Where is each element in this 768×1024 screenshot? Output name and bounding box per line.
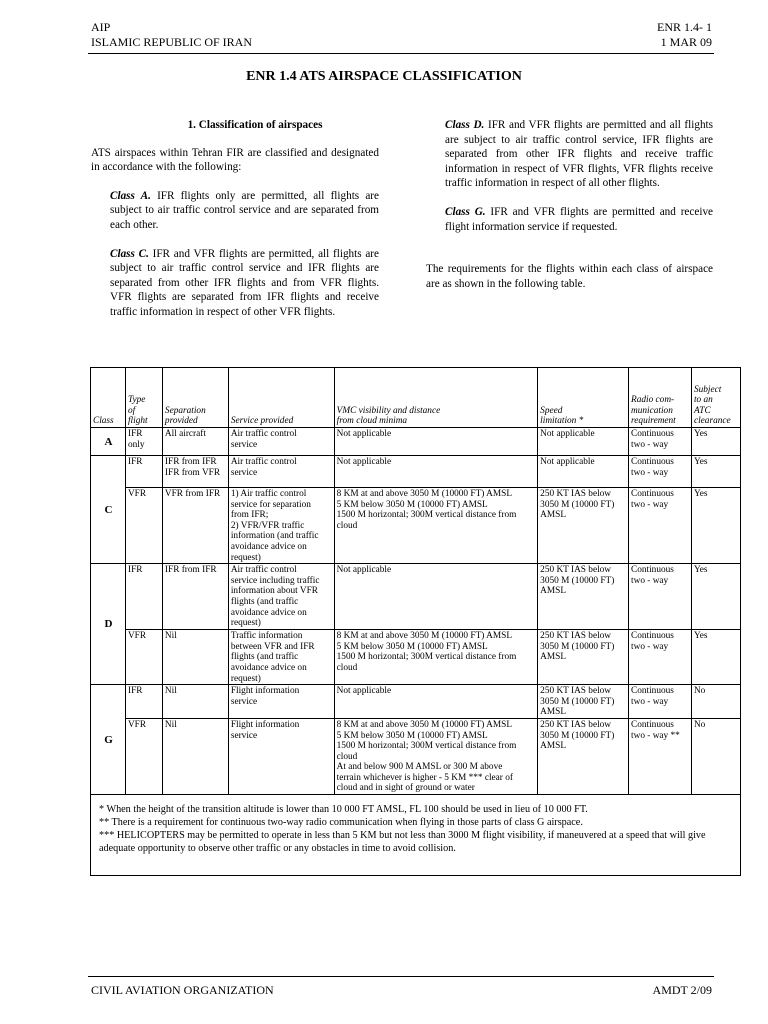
- speed-cell: 250 KT IAS below 3050 M (10000 FT) AMSL: [538, 488, 629, 564]
- class-c-paragraph: [91, 247, 379, 320]
- header-class: Class: [91, 368, 126, 428]
- header-speed: Speed limitation *: [538, 368, 629, 428]
- header-type-of-flight: Type of flight: [125, 368, 162, 428]
- speed-cell: Not applicable: [538, 428, 629, 456]
- section-heading: 1. Classification of airspaces: [187, 119, 323, 131]
- type-cell: VFR: [125, 488, 162, 564]
- separation-cell: Nil: [162, 685, 228, 719]
- class-a-text: IFR flights only are permitted, all flights are subject to air traffic control service and are separated from each other.: [110, 189, 379, 231]
- atc-cell: Yes: [691, 488, 740, 564]
- atc-cell: Yes: [691, 456, 740, 488]
- class-cell: G: [91, 685, 126, 795]
- header-radio: Radio com- munication requirement: [629, 368, 692, 428]
- table-row: [91, 564, 741, 630]
- radio-cell: Continuous two - way: [629, 564, 692, 630]
- class-a-label: Class A.: [110, 189, 151, 202]
- atc-cell: No: [691, 685, 740, 719]
- class-c-label: Class C.: [110, 247, 149, 260]
- table-row: [91, 630, 741, 685]
- radio-cell: Continuous two - way: [629, 630, 692, 685]
- page-header-right: [657, 20, 712, 50]
- header-service: Service provided: [228, 368, 334, 428]
- speed-cell: 250 KT IAS below 3050 M (10000 FT) AMSL: [538, 564, 629, 630]
- speed-cell: 250 KT IAS below 3050 M (10000 FT) AMSL: [538, 685, 629, 719]
- radio-cell: Continuous two - way **: [629, 718, 692, 794]
- separation-cell: Nil: [162, 718, 228, 794]
- atc-cell: Yes: [691, 564, 740, 630]
- note-transition-altitude: * When the height of the transition altitude is lower than 10 000 FT AMSL, FL 100 should be used in lieu of 10 000 FT.: [99, 804, 588, 816]
- header-separation: Separation provided: [162, 368, 228, 428]
- right-column: [426, 118, 713, 291]
- service-cell: Air traffic control service: [228, 428, 334, 456]
- atc-cell: Yes: [691, 428, 740, 456]
- header-atc-clearance: Subject to an ATC clearance: [691, 368, 740, 428]
- vmc-cell: Not applicable: [334, 685, 538, 719]
- radio-cell: Continuous two - way: [629, 456, 692, 488]
- page-title: ENR 1.4 ATS AIRSPACE CLASSIFICATION: [246, 69, 522, 84]
- class-a-paragraph: [91, 189, 379, 233]
- separation-cell: Nil: [162, 630, 228, 685]
- class-g-paragraph: [426, 205, 713, 234]
- table-row: [91, 718, 741, 794]
- header-page-ref: ENR 1.4- 1: [657, 20, 712, 34]
- header-vmc: VMC visibility and distance from cloud minima: [334, 368, 538, 428]
- separation-cell: All aircraft: [162, 428, 228, 456]
- class-cell: A: [91, 428, 126, 456]
- service-cell: Air traffic control service including traffic information about VFR flights (and traffic avoidance advice on request): [228, 564, 334, 630]
- footer-rule: [88, 976, 714, 977]
- airspace-classification-table: [90, 367, 741, 876]
- class-cell: C: [91, 456, 126, 564]
- atc-cell: No: [691, 718, 740, 794]
- type-cell: IFR: [125, 685, 162, 719]
- vmc-cell: 8 KM at and above 3050 M (10000 FT) AMSL 5 KM below 3050 M (10000 FT) AMSL 1500 M horizontal; 300M vertical distance from cloud: [334, 630, 538, 685]
- table-notes-row: [91, 795, 741, 876]
- speed-cell: 250 KT IAS below 3050 M (10000 FT) AMSL: [538, 630, 629, 685]
- vmc-cell: Not applicable: [334, 456, 538, 488]
- class-d-text: IFR and VFR flights are permitted and all flights are subject to air traffic control service, IFR flights are separated from other IFR flights and receive traffic information in respect of VFR flights, VFR flights receive traffic information in respect of all other flights.: [445, 119, 713, 190]
- intro-paragraph: ATS airspaces within Tehran FIR are classified and designated in accordance with the following:: [91, 146, 379, 174]
- type-cell: VFR: [125, 630, 162, 685]
- speed-cell: Not applicable: [538, 456, 629, 488]
- radio-cell: Continuous two - way: [629, 685, 692, 719]
- type-cell: IFR only: [125, 428, 162, 456]
- table-row: [91, 685, 741, 719]
- service-cell: 1) Air traffic control service for separation from IFR; 2) VFR/VFR traffic information (and traffic avoidance advice on request): [228, 488, 334, 564]
- class-g-text: IFR and VFR flights are permitted and receive flight information service if requested.: [445, 205, 714, 233]
- class-d-label: Class D.: [445, 119, 485, 131]
- separation-cell: VFR from IFR: [162, 488, 228, 564]
- class-g-label: Class G.: [445, 205, 486, 218]
- table-header-row: [91, 368, 741, 428]
- service-cell: Traffic information between VFR and IFR flights (and traffic avoidance advice on request): [228, 630, 334, 685]
- header-rule: [88, 53, 714, 54]
- requirements-paragraph: The requirements for the flights within each class of airspace are as shown in the following table.: [426, 263, 713, 290]
- radio-cell: Continuous two - way: [629, 488, 692, 564]
- header-publication: AIP: [91, 20, 111, 34]
- service-cell: Flight information service: [228, 685, 334, 719]
- table-row: [91, 488, 741, 564]
- class-c-text: IFR and VFR flights are permitted, all flights are subject to air traffic control service and IFR flights are separated from other IFR flights and from VFR flights. VFR flights are separated from IFR flights and receive traffic information in respect of other VFR flights.: [110, 247, 379, 318]
- class-d-paragraph: [426, 118, 713, 191]
- speed-cell: 250 KT IAS below 3050 M (10000 FT) AMSL: [538, 718, 629, 794]
- radio-cell: Continuous two - way: [629, 428, 692, 456]
- vmc-cell: 8 KM at and above 3050 M (10000 FT) AMSL 5 KM below 3050 M (10000 FT) AMSL 1500 M horizontal; 300M vertical distance from cloud At and below 900 M AMSL or 300 M above terrain whichever is higher - 5 KM *** clear of cloud and in sight of ground or water: [334, 718, 538, 794]
- type-cell: IFR: [125, 564, 162, 630]
- vmc-cell: Not applicable: [334, 564, 538, 630]
- atc-cell: Yes: [691, 630, 740, 685]
- type-cell: VFR: [125, 718, 162, 794]
- vmc-cell: Not applicable: [334, 428, 538, 456]
- note-helicopters: *** HELICOPTERS may be permitted to operate in less than 5 KM but not less than 3000 M flight visibility, if maneuvered at a speed that will give adequate opportunity to observe other traffic or any obstacles in time to avoid collision.: [99, 830, 706, 855]
- type-cell: IFR: [125, 456, 162, 488]
- footer-amendment: AMDT 2/09: [652, 983, 712, 997]
- table-row: [91, 428, 741, 456]
- table-notes: [91, 795, 741, 876]
- note-radio-communication: ** There is a requirement for continuous two-way radio communication when flying in those parts of class G airspace.: [99, 817, 583, 829]
- separation-cell: IFR from IFR: [162, 564, 228, 630]
- vmc-cell: 8 KM at and above 3050 M (10000 FT) AMSL 5 KM below 3050 M (10000 FT) AMSL 1500 M horizontal; 300M vertical distance from cloud: [334, 488, 538, 564]
- header-country: ISLAMIC REPUBLIC OF IRAN: [91, 35, 253, 49]
- table-row: [91, 456, 741, 488]
- left-column: [91, 118, 379, 320]
- service-cell: Flight information service: [228, 718, 334, 794]
- separation-cell: IFR from IFR IFR from VFR: [162, 456, 228, 488]
- footer-organization: CIVIL AVIATION ORGANIZATION: [91, 983, 274, 997]
- header-date: 1 MAR 09: [660, 35, 712, 49]
- page-header-left: [91, 20, 252, 50]
- service-cell: Air traffic control service: [228, 456, 334, 488]
- class-cell: D: [91, 564, 126, 685]
